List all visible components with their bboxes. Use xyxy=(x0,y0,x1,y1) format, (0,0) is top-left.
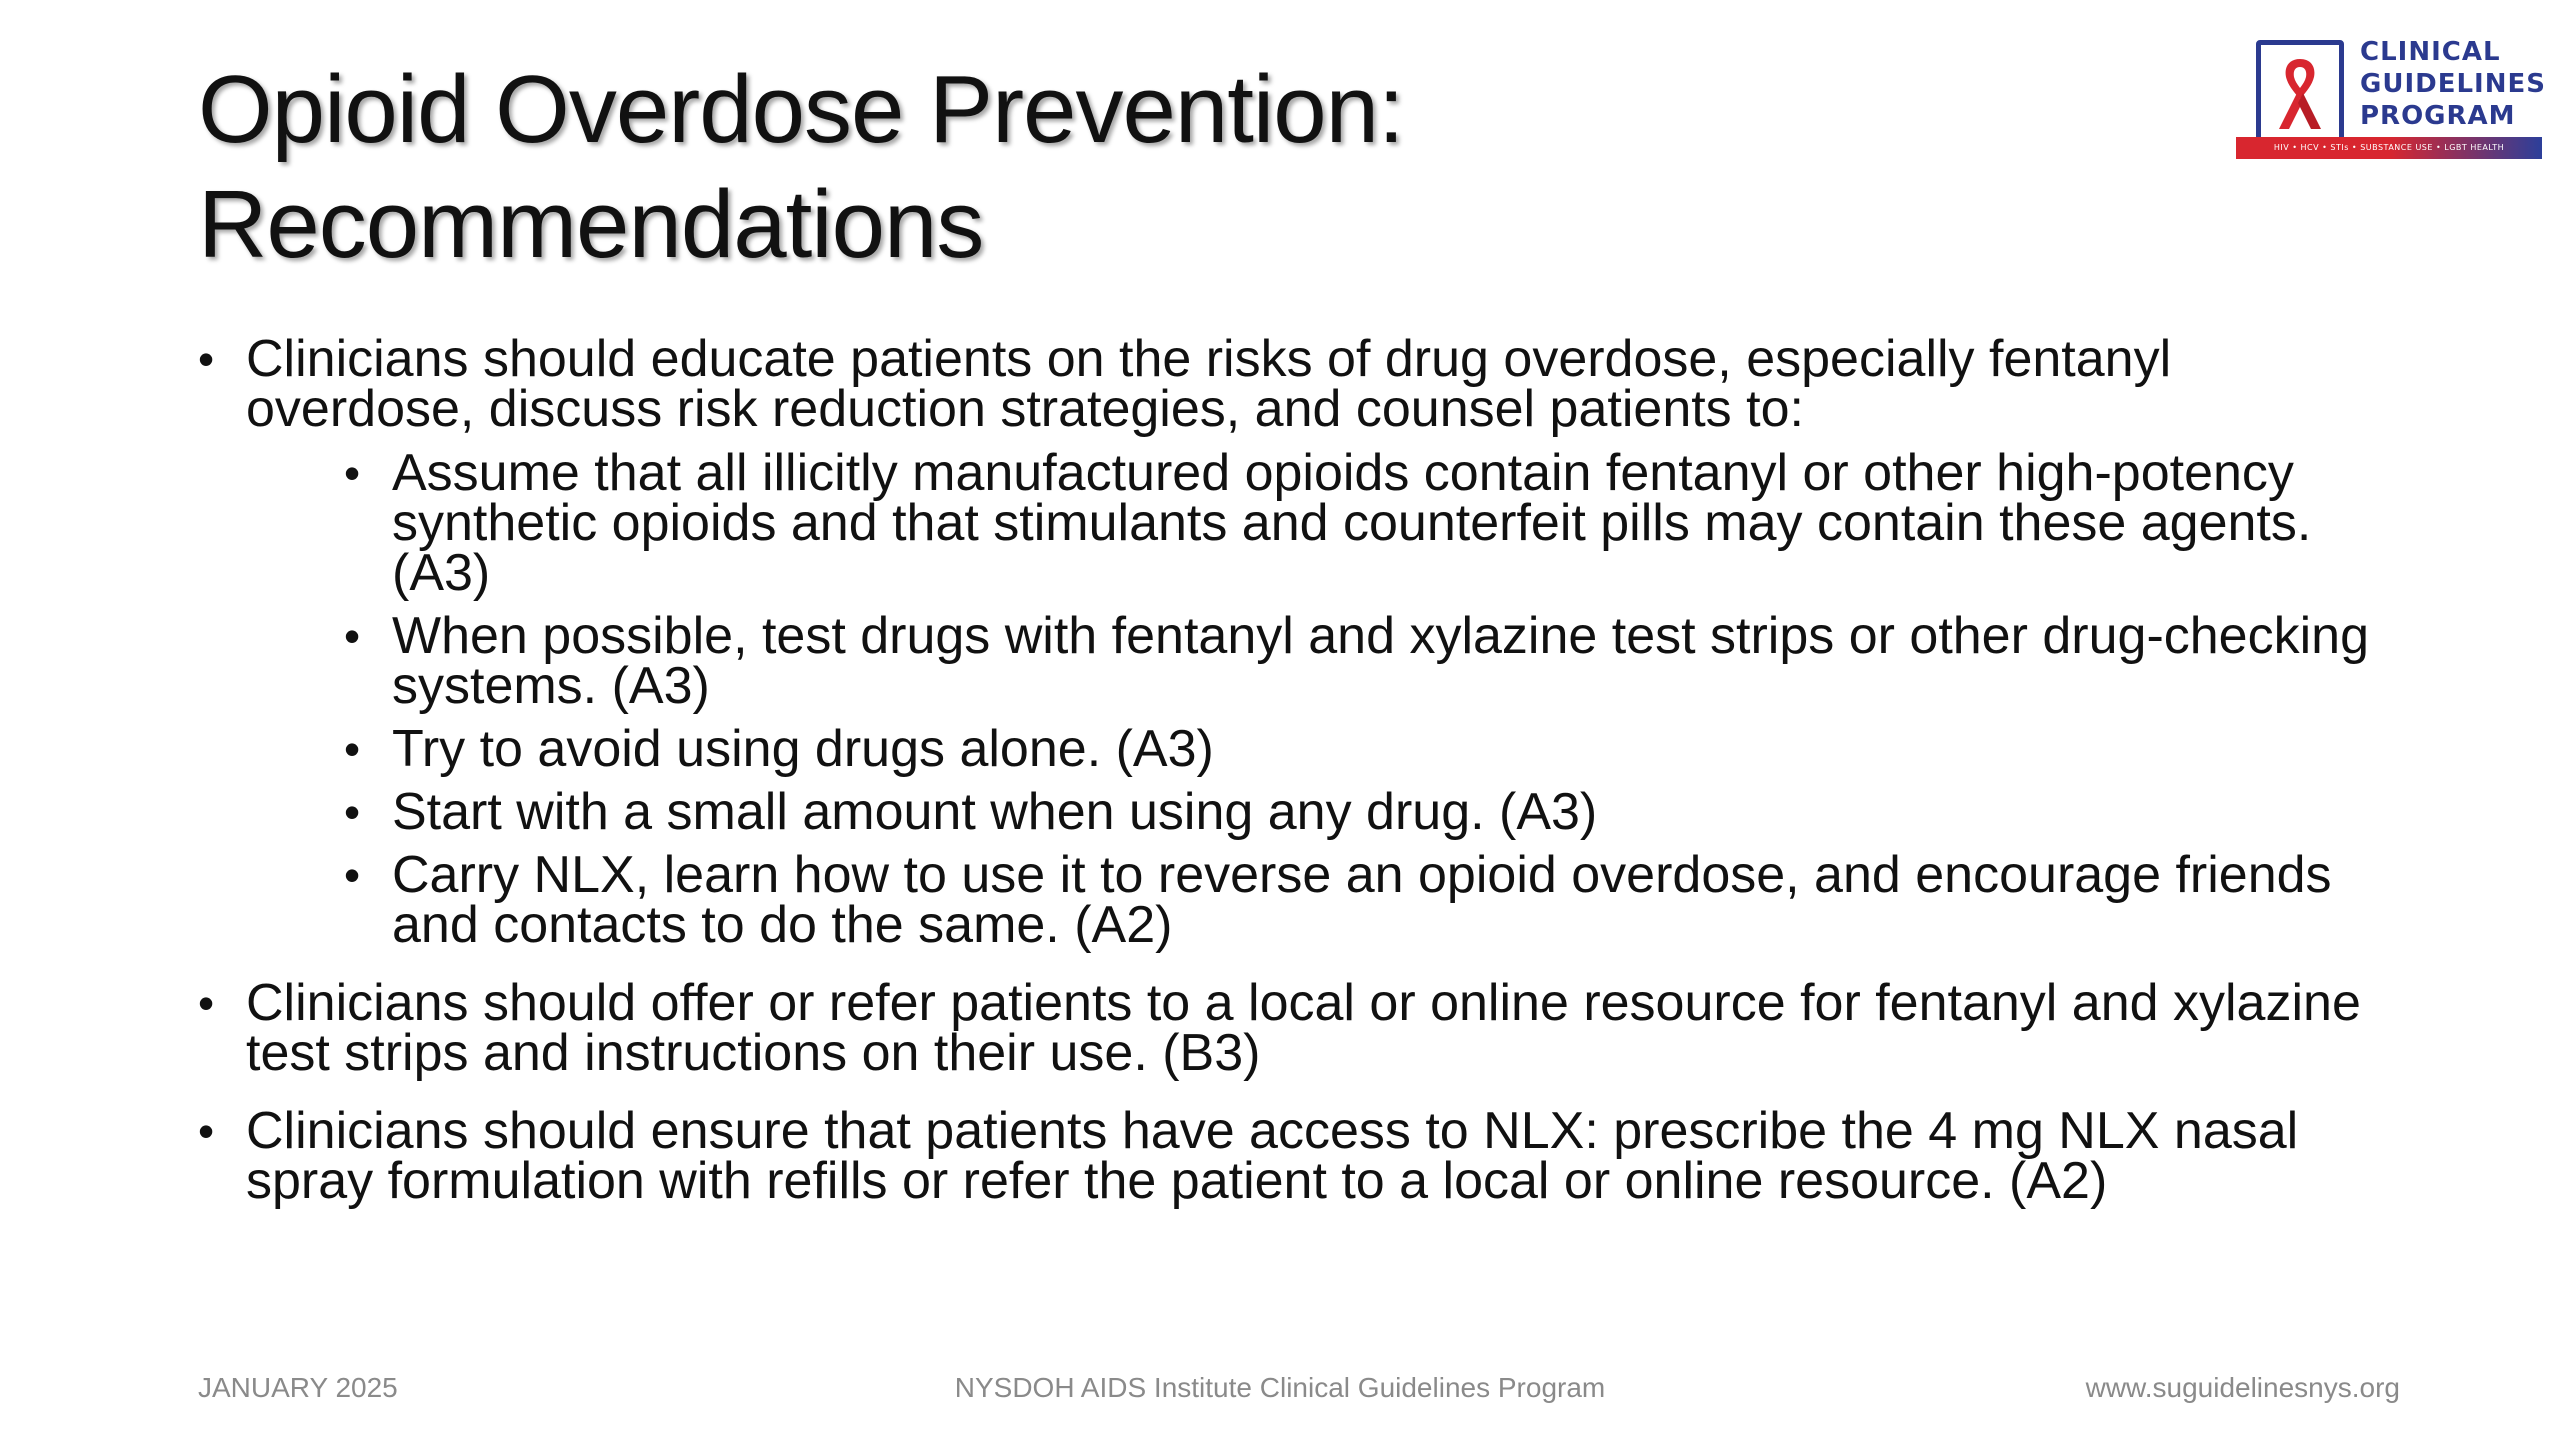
sub-bullet-list xyxy=(246,444,2398,954)
bullet-item-3 xyxy=(198,1102,2398,1210)
sub-bullet-text: When possible, test drugs with fentanyl and xylazine test strips or other drug-checking systems. (A3) xyxy=(392,607,2369,715)
footer-program-name: NYSDOH AIDS Institute Clinical Guidelines Program xyxy=(954,1372,1606,1403)
bullet-item-1 xyxy=(198,330,2398,954)
sub-bullet-item-3 xyxy=(246,720,2398,778)
logo-tagline-bar: HIV • HCV • STIs • SUBSTANCE USE • LGBT HEALTH xyxy=(2236,137,2542,159)
awareness-ribbon-icon xyxy=(2269,53,2331,135)
bullet-glyph: • xyxy=(198,333,215,385)
sub-bullet-text: Start with a small amount when using any drug. (A3) xyxy=(392,783,1598,841)
logo-emblem xyxy=(2256,40,2344,148)
logo-line-2: GUIDELINES xyxy=(2360,69,2546,99)
bullet-glyph: • xyxy=(344,786,361,838)
bullet-glyph: • xyxy=(344,723,361,775)
sub-bullet-item-5 xyxy=(246,846,2398,954)
sub-bullet-item-4 xyxy=(246,783,2398,841)
bullet-list xyxy=(198,330,2398,1210)
slide-title xyxy=(198,52,2098,282)
logo-line-1: CLINICAL xyxy=(2360,37,2501,67)
bullet-glyph: • xyxy=(344,447,361,499)
bullet-text: Clinicians should educate patients on the risks of drug overdose, especially fentanyl overdose, discuss risk reduction strategies, and counsel patients to: xyxy=(246,330,2172,438)
title-line-2: Recommendations xyxy=(198,171,984,278)
bullet-glyph: • xyxy=(344,849,361,901)
sub-bullet-item-2 xyxy=(246,607,2398,715)
logo-wordmark xyxy=(2360,36,2560,132)
footer-website-link[interactable]: www.suguidelinesnys.org xyxy=(2085,1372,2400,1403)
bullet-glyph: • xyxy=(198,1105,215,1157)
clinical-guidelines-program-logo xyxy=(2236,34,2546,162)
bullet-text: Clinicians should ensure that patients have access to NLX: prescribe the 4 mg NLX nasal spray formulation with refills or refer the patient to a local or online resource. (A2) xyxy=(246,1102,2299,1210)
bullet-item-2 xyxy=(198,974,2398,1082)
title-line-1: Opioid Overdose Prevention: xyxy=(198,56,1404,163)
footer-date: JANUARY 2025 xyxy=(198,1372,398,1403)
slide-body xyxy=(198,330,2398,1234)
bullet-glyph: • xyxy=(344,610,361,662)
sub-bullet-item-1 xyxy=(246,444,2398,602)
sub-bullet-text: Carry NLX, learn how to use it to reverse an opioid overdose, and encourage friends and contacts to do the same. (A2) xyxy=(392,846,2332,954)
bullet-text: Clinicians should offer or refer patients to a local or online resource for fentanyl and xylazine test strips and instructions on their use. (B3) xyxy=(246,974,2361,1082)
sub-bullet-text: Assume that all illicitly manufactured opioids contain fentanyl or other high-potency synthetic opioids and that stimulants and counterfeit pills may contain these agents. (A3) xyxy=(392,444,2312,602)
sub-bullet-text: Try to avoid using drugs alone. (A3) xyxy=(392,720,1214,778)
logo-line-3: PROGRAM xyxy=(2360,101,2516,131)
bullet-glyph: • xyxy=(198,977,215,1029)
